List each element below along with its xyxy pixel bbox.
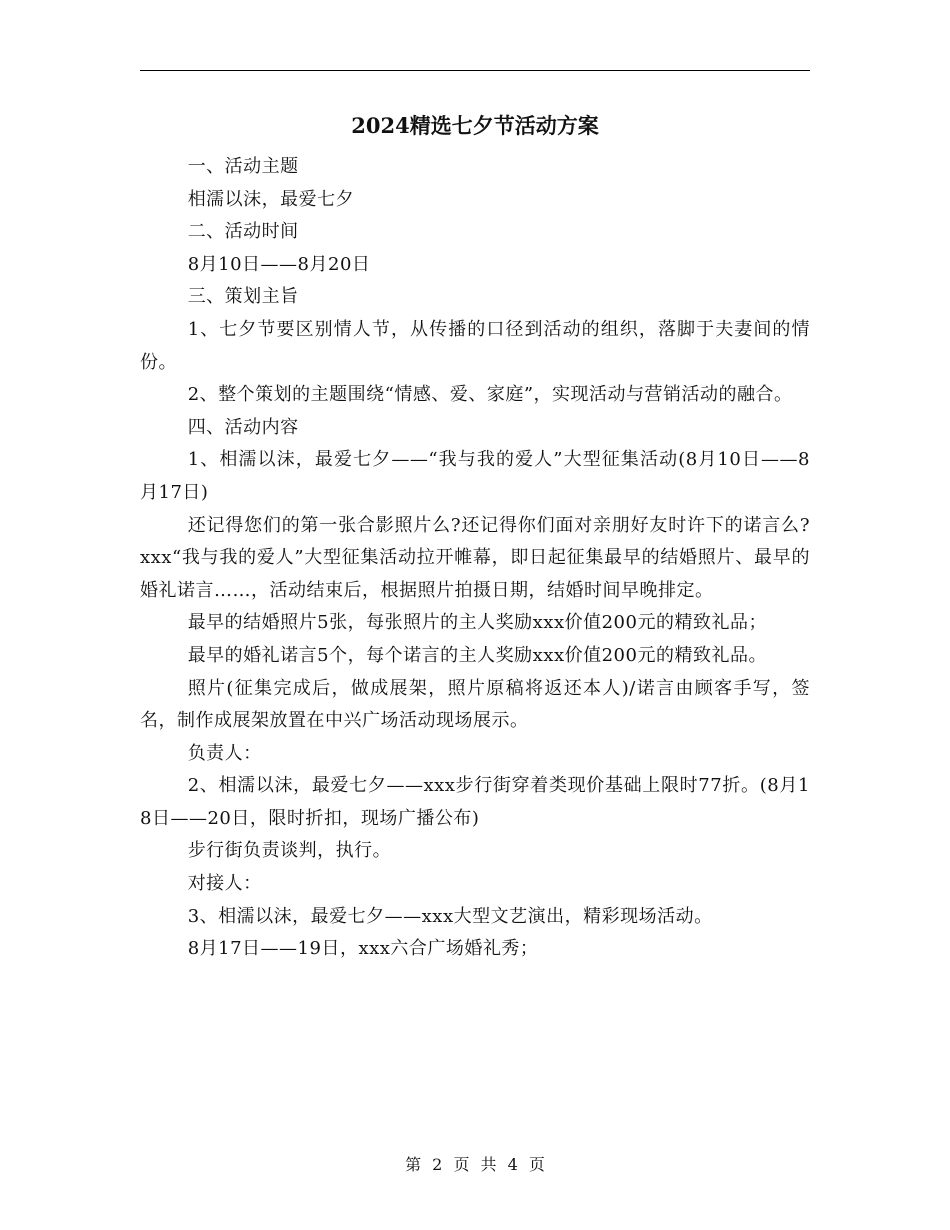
paragraph-responsible-person: 负责人： xyxy=(187,742,262,764)
paragraph-content-1: 1、相濡以沫，最爱七夕——“我与我的爱人”大型征集活动(8月10日——8月17日) xyxy=(140,449,810,503)
document-title: 2024精选七夕节活动方案 xyxy=(351,113,599,138)
paragraph-content-2: 2、相濡以沫，最爱七夕——xxx步行街穿着类现价基础上限时77折。(8月18日——20日，限时折扣，现场广播公布) xyxy=(140,775,810,829)
document-body xyxy=(140,151,810,966)
paragraph-theme-text: 相濡以沫，最爱七夕 xyxy=(187,188,355,210)
header-rule xyxy=(140,70,810,71)
paragraph-content-3: 3、相濡以沫，最爱七夕——xxx大型文艺演出，精彩现场活动。 xyxy=(187,905,713,927)
paragraph-photo-prize: 最早的结婚照片5张，每张照片的主人奖励xxx价值200元的精致礼品； xyxy=(187,612,767,634)
heading-activity-content: 四、活动内容 xyxy=(187,416,299,438)
page-number: 第 2 页 共 4 页 xyxy=(405,1155,545,1174)
paragraph-purpose-2: 2、整个策划的主题围绕“情感、爱、家庭”，实现活动与营销活动的融合。 xyxy=(187,384,793,406)
paragraph-purpose-1: 1、七夕节要区别情人节，从传播的口径到活动的组织，落脚于夫妻间的情份。 xyxy=(140,318,810,373)
paragraph-wedding-show: 8月17日——19日，xxx六合广场婚礼秀； xyxy=(187,938,539,960)
paragraph-vow-prize: 最早的婚礼诺言5个，每个诺言的主人奖励xxx价值200元的精致礼品。 xyxy=(187,644,767,666)
paragraph-negotiation: 步行街负责谈判，执行。 xyxy=(187,840,392,862)
paragraph-time-range: 8月10日——8月20日 xyxy=(187,253,371,275)
heading-planning-purpose: 三、策划主旨 xyxy=(187,286,299,308)
heading-activity-time: 二、活动时间 xyxy=(187,221,299,243)
heading-activity-theme: 一、活动主题 xyxy=(187,156,299,177)
paragraph-display: 照片(征集完成后，做成展架，照片原稿将返还本人)/诺言由顾客手写，签名，制作成展架放置在中兴广场活动现场展示。 xyxy=(140,677,810,732)
paragraph-content-1-detail: 还记得您们的第一张合影照片么?还记得你们面对亲朋好友时许下的诺言么?xxx“我与我的爱人”大型征集活动拉开帷幕，即日起征集最早的结婚照片、最早的婚礼诺言……，活动结束后，根据照片拍摄日期，结婚时间早晚排定。 xyxy=(140,514,810,601)
paragraph-contact-person: 对接人： xyxy=(187,873,262,895)
